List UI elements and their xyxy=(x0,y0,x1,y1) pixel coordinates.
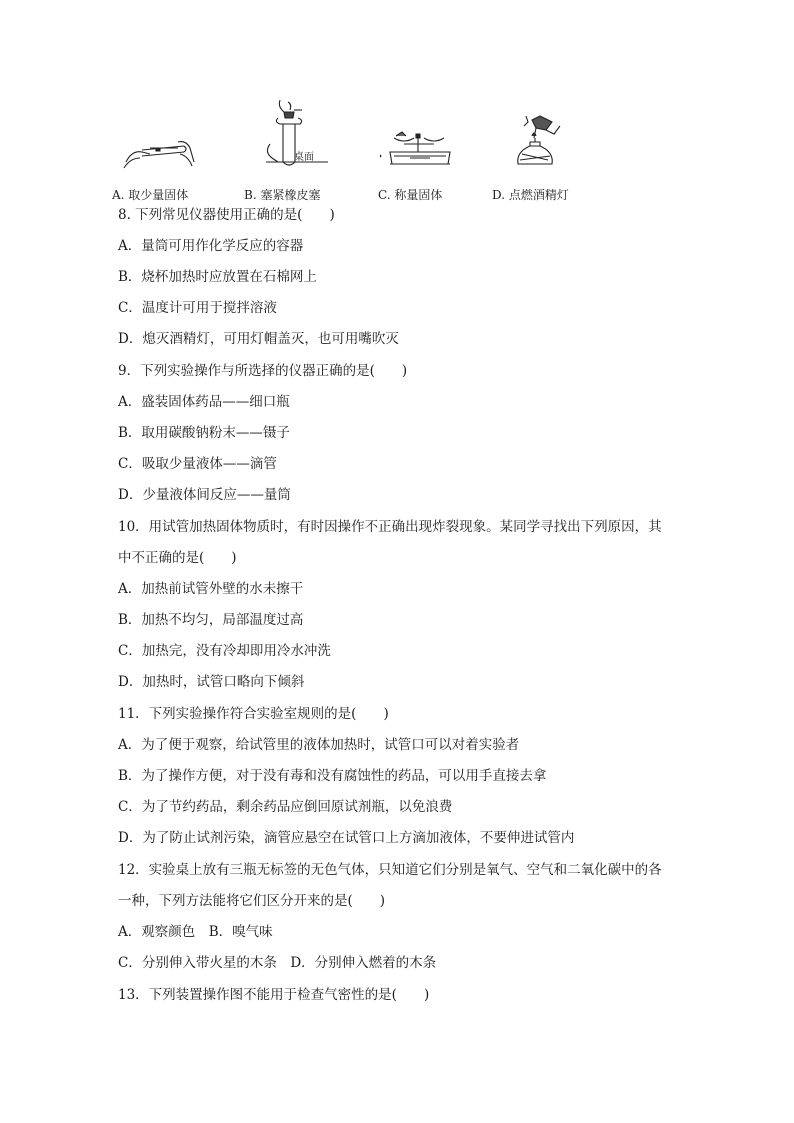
figure-a-caption: A. 取少量固体 xyxy=(112,188,189,202)
figure-d-caption: D. 点燃酒精灯 xyxy=(492,188,569,202)
question-8-stem: 8. 下列常见仪器使用正确的是( ) xyxy=(118,207,335,223)
figure-a xyxy=(120,132,200,172)
question-13-stem: 13．下列装置操作图不能用于检查气密性的是( ) xyxy=(118,987,430,1003)
question-12-options-ab: A．观察颜色 B．嗅气味 xyxy=(118,924,273,940)
figure-d xyxy=(510,112,570,182)
question-11-option-d: D．为了防止试剂污染，滴管应悬空在试管口上方滴加液体，不要伸进试管内 xyxy=(118,830,575,846)
question-10-stem-cont: 中不正确的是( ) xyxy=(118,550,237,566)
question-12-stem: 12．实验桌上放有三瓶无标签的无色气体，只知道它们分别是氧气、空气和二氧化碳中的各 xyxy=(118,862,662,878)
figure-b xyxy=(250,96,330,176)
rubber-stopper-icon xyxy=(250,96,330,176)
question-11-stem: 11．下列实验操作符合实验室规则的是( ) xyxy=(118,706,389,722)
question-10-option-d: D．加热时，试管口略向下倾斜 xyxy=(118,674,305,690)
question-11-option-a: A．为了便于观察，给试管里的液体加热时，试管口可以对着实验者 xyxy=(118,737,520,753)
question-10-option-b: B．加热不均匀，局部温度过高 xyxy=(118,612,304,628)
figure-c-caption: C. 称量固体 xyxy=(378,188,443,202)
question-8-option-b: B．烧杯加热时应放置在石棉网上 xyxy=(118,269,317,285)
question-10-stem: 10．用试管加热固体物质时，有时因操作不正确出现炸裂现象。某同学寻找出下列原因，其 xyxy=(118,519,662,535)
balance-scale-icon xyxy=(380,130,460,174)
question-9-option-a: A．盛装固体药品——细口瓶 xyxy=(118,394,290,410)
question-8-option-a: A．量筒可用作化学反应的容器 xyxy=(118,238,304,254)
question-12-options-cd: C．分别伸入带火星的木条 D．分别伸入燃着的木条 xyxy=(118,955,437,971)
test-tube-spatula-icon xyxy=(120,132,200,172)
question-12-stem-cont: 一种，下列方法能将它们区分开来的是( ) xyxy=(118,893,386,909)
question-9-option-b: B．取用碳酸钠粉末——镊子 xyxy=(118,425,290,441)
figure-c xyxy=(380,130,460,174)
question-9-option-d: D．少量液体间反应——量筒 xyxy=(118,487,291,503)
question-8-option-c: C．温度计可用于搅拌溶液 xyxy=(118,300,277,316)
question-9-option-c: C．吸取少量液体——滴管 xyxy=(118,456,277,472)
desk-label: 桌面 xyxy=(294,152,314,163)
figure-b-caption: B. 塞紧橡皮塞 xyxy=(244,188,321,202)
question-8-option-d: D．熄灭酒精灯，可用灯帽盖灭，也可用嘴吹灭 xyxy=(118,331,399,347)
question-10-option-c: C．加热完，没有冷却即用冷水冲洗 xyxy=(118,643,331,659)
figure-row xyxy=(112,92,612,207)
question-11-option-c: C．为了节约药品，剩余药品应倒回原试剂瓶，以免浪费 xyxy=(118,799,453,815)
question-10-option-a: A．加热前试管外壁的水未擦干 xyxy=(118,581,304,597)
alcohol-lamp-icon xyxy=(510,112,570,182)
question-9-stem: 9．下列实验操作与所选择的仪器正确的是( ) xyxy=(118,363,408,379)
question-11-option-b: B．为了操作方便，对于没有毒和没有腐蚀性的药品，可以用手直接去拿 xyxy=(118,768,547,784)
